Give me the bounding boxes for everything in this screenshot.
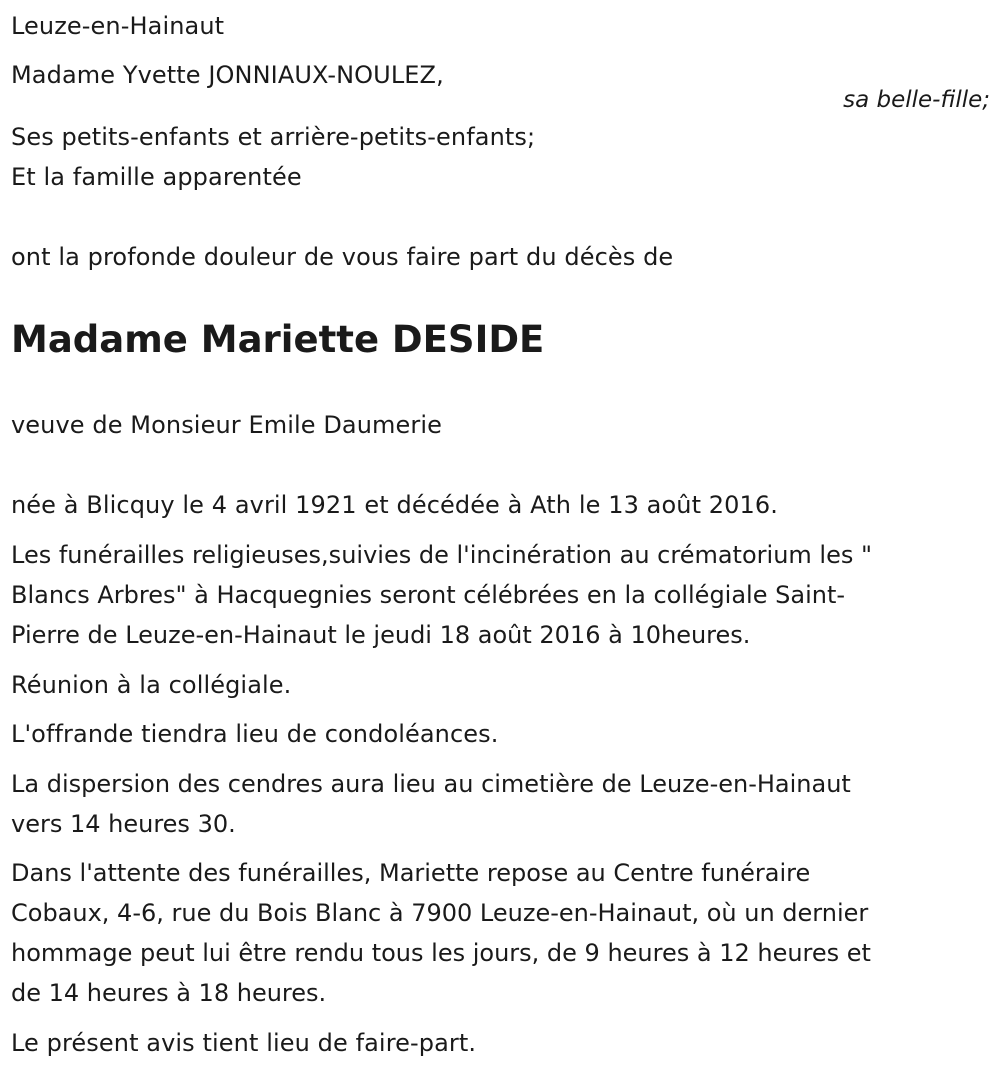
announcement-intro: ont la profonde douleur de vous faire part du décès de xyxy=(11,243,674,271)
closing-line: Le présent avis tient lieu de faire-part. xyxy=(11,1029,477,1057)
viewing-line: Dans l'attente des funérailles, Mariette repose au Centre funéraire xyxy=(11,859,811,887)
viewing-line: de 14 heures à 18 heures. xyxy=(11,979,327,1007)
ashes-paragraph xyxy=(11,764,971,844)
ashes-line: La dispersion des cendres aura lieu au cimetière de Leuze-en-Hainaut xyxy=(11,770,851,798)
viewing-line: Cobaux, 4-6, rue du Bois Blanc à 7900 Leuze-en-Hainaut, où un dernier xyxy=(11,899,869,927)
funeral-line: Blancs Arbres" à Hacquegnies seront célébrées en la collégiale Saint- xyxy=(11,581,846,609)
family-relatives: Et la famille apparentée xyxy=(11,163,302,191)
viewing-line: hommage peut lui être rendu tous les jours, de 9 heures à 12 heures et xyxy=(11,939,871,967)
funeral-paragraph xyxy=(11,535,971,655)
relation-note: sa belle-fille; xyxy=(843,87,990,113)
city-heading: Leuze-en-Hainaut xyxy=(11,12,225,40)
meeting-line: Réunion à la collégiale. xyxy=(11,671,292,699)
ashes-line: vers 14 heures 30. xyxy=(11,810,236,838)
funeral-line: Pierre de Leuze-en-Hainaut le jeudi 18 août 2016 à 10heures. xyxy=(11,621,751,649)
birth-death-line: née à Blicquy le 4 avril 1921 et décédée à Ath le 13 août 2016. xyxy=(11,491,779,519)
family-member-daughter-in-law: Madame Yvette JONNIAUX-NOULEZ, xyxy=(11,61,444,89)
widow-of-line: veuve de Monsieur Emile Daumerie xyxy=(11,411,442,439)
funeral-line: Les funérailles religieuses,suivies de l'incinération au crématorium les " xyxy=(11,541,873,569)
family-grandchildren: Ses petits-enfants et arrière-petits-enfants; xyxy=(11,123,536,151)
viewing-paragraph xyxy=(11,853,971,1013)
deceased-name: Madame Mariette DESIDE xyxy=(11,318,545,361)
offering-line: L'offrande tiendra lieu de condoléances. xyxy=(11,720,499,748)
